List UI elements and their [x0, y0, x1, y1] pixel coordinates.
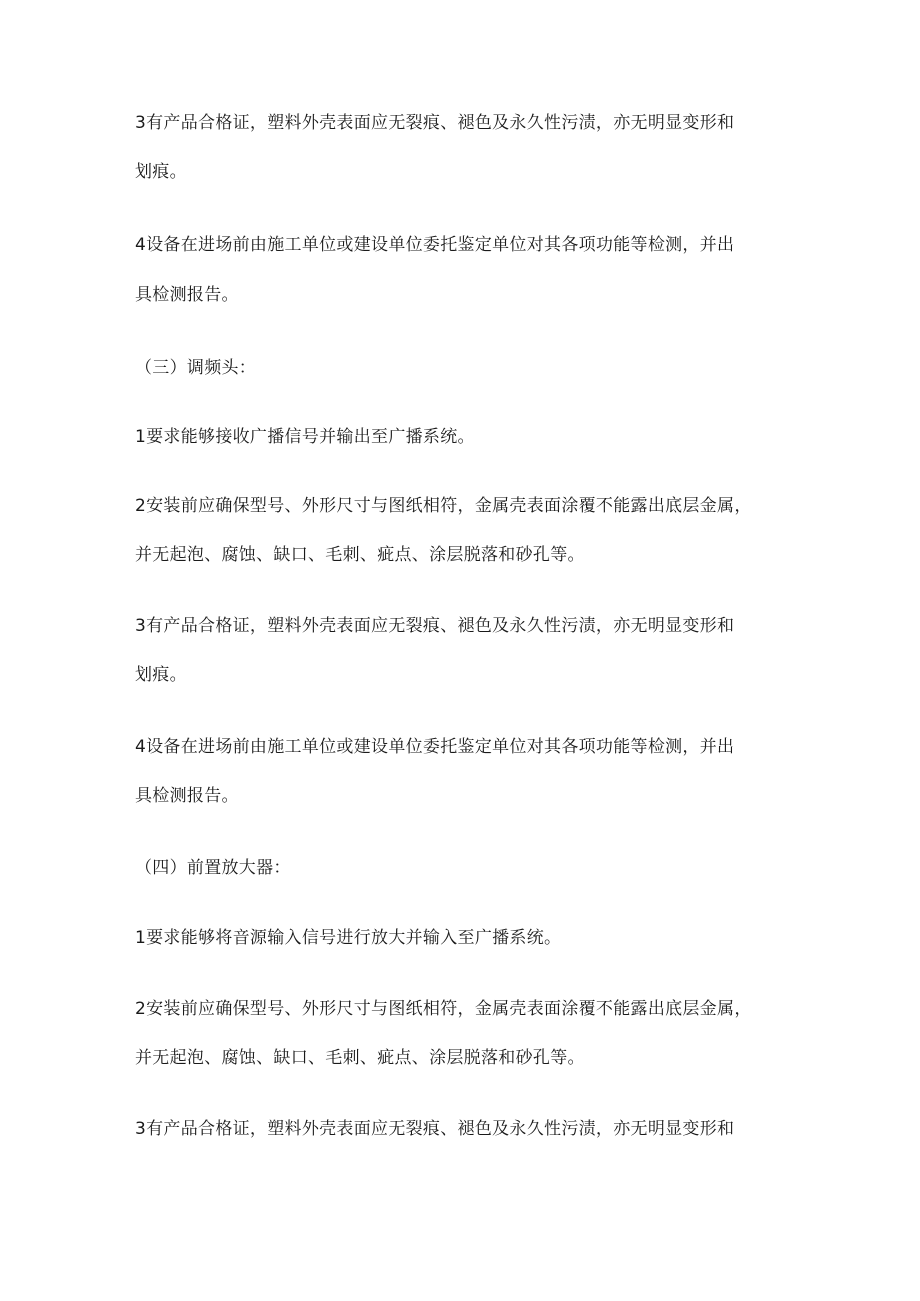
text-line: 4设备在进场前由施工单位或建设单位委托鉴定单位对其各项功能等检测，并出 [135, 737, 735, 757]
text-line: 划痕。 [135, 162, 187, 182]
text-line: 3有产品合格证，塑料外壳表面应无裂痕、褪色及永久性污渍，亦无明显变形和 [135, 616, 735, 636]
text-line: 具检测报告。 [135, 285, 239, 305]
text-line: 并无起泡、腐蚀、缺口、毛刺、疵点、涂层脱落和砂孔等。 [135, 1048, 585, 1068]
text-line: 4设备在进场前由施工单位或建设单位委托鉴定单位对其各项功能等检测，并出 [135, 235, 735, 255]
section-heading: （三）调频头： [135, 358, 257, 378]
text-line: 1要求能够将音源输入信号进行放大并输入至广播系统。 [135, 928, 562, 948]
text-line: 3有产品合格证，塑料外壳表面应无裂痕、褪色及永久性污渍，亦无明显变形和 [135, 113, 735, 133]
text-line: 划痕。 [135, 665, 187, 685]
section-heading: （四）前置放大器： [135, 858, 291, 878]
text-line: 并无起泡、腐蚀、缺口、毛刺、疵点、涂层脱落和砂孔等。 [135, 545, 585, 565]
text-line: 3有产品合格证，塑料外壳表面应无裂痕、褪色及永久性污渍，亦无明显变形和 [135, 1119, 735, 1139]
text-line: 1要求能够接收广播信号并输出至广播系统。 [135, 427, 475, 447]
text-line: 2安装前应确保型号、外形尺寸与图纸相符，金属壳表面涂覆不能露出底层金属， [135, 999, 752, 1019]
text-line: 2安装前应确保型号、外形尺寸与图纸相符，金属壳表面涂覆不能露出底层金属， [135, 496, 752, 516]
text-line: 具检测报告。 [135, 786, 239, 806]
